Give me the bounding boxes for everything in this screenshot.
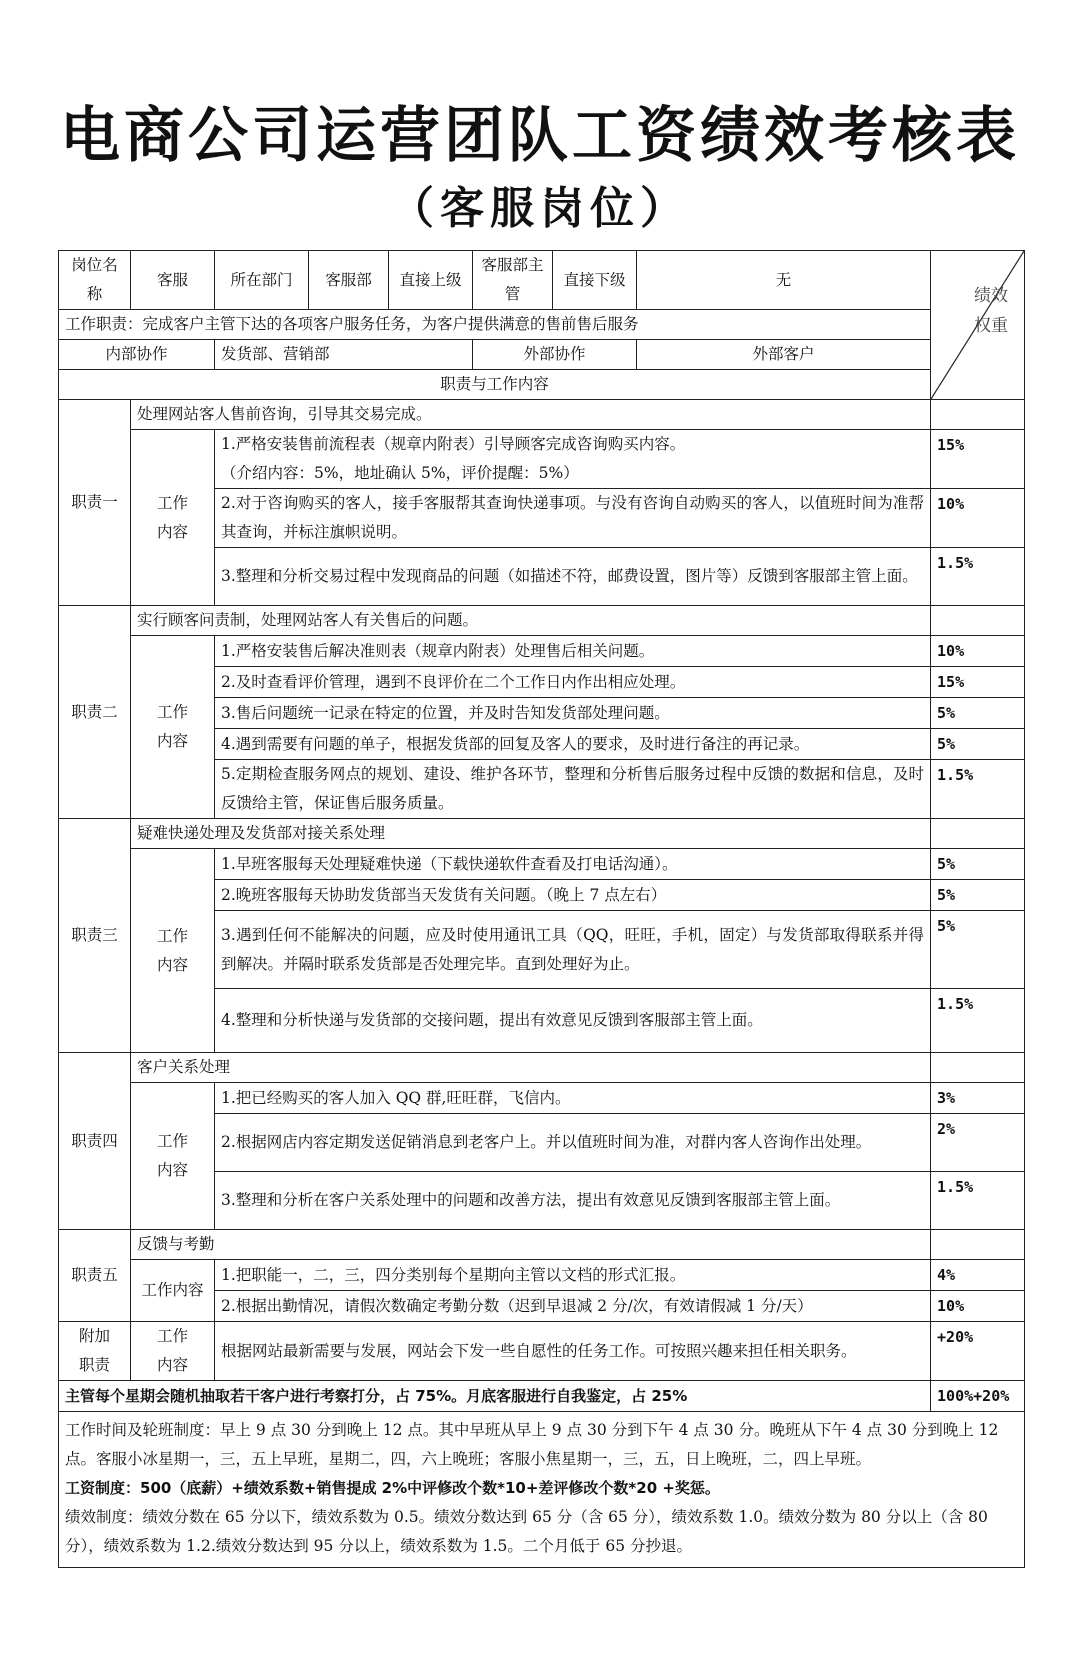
- duty-summary: 处理网站客人售前咨询，引导其交易完成。: [131, 400, 931, 430]
- work-weight: 10%: [931, 1291, 1025, 1322]
- duty-name: 职责一: [59, 400, 131, 606]
- duty-summary: 实行顾客问责制，处理网站客人有关售后的问题。: [131, 606, 931, 636]
- external-label: 外部协作: [473, 340, 637, 370]
- duty-name: 职责二: [59, 606, 131, 819]
- extra-name: 附加职责: [59, 1322, 131, 1381]
- work-item: 4.遇到需要有问题的单子，根据发货部的回复及客人的要求，及时进行备注的再记录。: [215, 729, 931, 760]
- internal-value: 发货部、营销部: [215, 340, 473, 370]
- assessment-table: [58, 250, 1025, 1568]
- internal-label: 内部协作: [59, 340, 215, 370]
- section-title: 职责与工作内容: [59, 370, 931, 400]
- schedule-note: 工作时间及轮班制度：早上 9 点 30 分到晚上 12 点。其中早班从早上 9 点 30 分到下午 4 点 30 分。晚班从下午 4 点 30 分到晚上 12 点。客服小冰星期一，三，五上早班，星期二，四，六上晚班；客服小焦星期一，三，五，日上晚班，二，四上早班。: [65, 1421, 999, 1468]
- work-item: 2.对于咨询购买的客人，接手客服帮其查询快递事项。与没有咨询自动购买的客人，以值班时间为准帮其查询，并标注旗帜说明。: [215, 489, 931, 548]
- work-weight: 3%: [931, 1083, 1025, 1114]
- work-item: 1.严格安装售后解决准则表（规章内附表）处理售后相关问题。: [215, 636, 931, 667]
- work-weight: 5%: [931, 849, 1025, 880]
- dept-label: 所在部门: [215, 251, 309, 310]
- performance-note: 绩效制度：绩效分数在 65 分以下，绩效系数为 0.5。绩效分数达到 65 分（含 65 分），绩效系数 1.0。绩效分数为 80 分以上（含 80 分），绩效系数为 1.2.绩效分数达到 95 分以上，绩效系数为 1.5。二个月低于 65 分抄退。: [65, 1508, 988, 1555]
- work-weight: 10%: [931, 636, 1025, 667]
- work-weight: 5%: [931, 698, 1025, 729]
- duty-name: 职责三: [59, 819, 131, 1053]
- work-item: 2.晚班客服每天协助发货部当天发货有关问题。（晚上 7 点左右）: [215, 880, 931, 911]
- work-item: 2.根据网店内容定期发送促销消息到老客户上。并以值班时间为准，对群内客人咨询作出处理。: [215, 1114, 931, 1172]
- work-item: 2.根据出勤情况，请假次数确定考勤分数（迟到早退减 2 分/次，有效请假减 1 分/天）: [215, 1291, 931, 1322]
- work-weight: 2%: [931, 1114, 1025, 1172]
- work-item: 3.遇到任何不能解决的问题，应及时使用通讯工具（QQ，旺旺，手机，固定）与发货部取得联系并得到解决。并隔时联系发货部是否处理完毕。直到处理好为止。: [215, 911, 931, 989]
- work-label: 工作内容: [131, 1260, 215, 1322]
- external-value: 外部客户: [637, 340, 931, 370]
- work-item: 4.整理和分析快递与发货部的交接问题，提出有效意见反馈到客服部主管上面。: [215, 989, 931, 1053]
- duty-summary: 反馈与考勤: [131, 1230, 931, 1260]
- page-subtitle: （客服岗位）: [390, 183, 690, 234]
- page-title: 电商公司运营团队工资绩效考核表: [60, 101, 1020, 171]
- work-weight: 1.5%: [931, 1172, 1025, 1230]
- work-item: 3.整理和分析在客户关系处理中的问题和改善方法，提出有效意见反馈到客服部主管上面。: [215, 1172, 931, 1230]
- duty-summary: 疑难快递处理及发货部对接关系处理: [131, 819, 931, 849]
- superior-label: 直接上级: [389, 251, 473, 310]
- work-item: 1.把职能一，二，三，四分类别每个星期向主管以文档的形式汇报。: [215, 1260, 931, 1291]
- weight-label: 绩效权重: [974, 286, 1009, 336]
- work-weight: 1.5%: [931, 989, 1025, 1053]
- work-weight: 15%: [931, 430, 1025, 489]
- work-label: 工作内容: [131, 430, 215, 606]
- notes: [59, 1412, 1025, 1568]
- subordinate-value: 无: [637, 251, 931, 310]
- subordinate-label: 直接下级: [553, 251, 637, 310]
- summary-text: 主管每个星期会随机抽取若干客户进行考察打分，占 75%。月底客服进行自我鉴定，占 25%: [59, 1381, 931, 1412]
- work-item: 1.把已经购买的客人加入 QQ 群,旺旺群，飞信内。: [215, 1083, 931, 1114]
- job-duty: 工作职责：完成客户主管下达的各项客户服务任务，为客户提供满意的售前售后服务: [59, 310, 931, 340]
- summary-weight: 100%+20%: [931, 1381, 1025, 1412]
- work-item: 2.及时查看评价管理，遇到不良评价在二个工作日内作出相应处理。: [215, 667, 931, 698]
- work-label: 工作内容: [131, 849, 215, 1053]
- work-item: 3.整理和分析交易过程中发现商品的问题（如描述不符，邮费设置，图片等）反馈到客服部主管上面。: [215, 548, 931, 606]
- work-item: 3.售后问题统一记录在特定的位置，并及时告知发货部处理问题。: [215, 698, 931, 729]
- work-weight: 1.5%: [931, 548, 1025, 606]
- work-label: 工作内容: [131, 1083, 215, 1230]
- work-weight: 1.5%: [931, 760, 1025, 819]
- weight-header: [931, 251, 1025, 400]
- duty-name: 职责四: [59, 1053, 131, 1230]
- work-weight: 15%: [931, 667, 1025, 698]
- duty-name: 职责五: [59, 1230, 131, 1322]
- extra-text: 根据网站最新需要与发展，网站会下发一些自愿性的任务工作。可按照兴趣来担任相关职务。: [215, 1322, 931, 1381]
- post-label: 岗位名称: [59, 251, 131, 310]
- dept-value: 客服部: [309, 251, 389, 310]
- work-label: 工作内容: [131, 636, 215, 819]
- work-item: 1.早班客服每天处理疑难快递（下载快递软件查看及打电话沟通）。: [215, 849, 931, 880]
- salary-note: 工资制度：500（底薪）+绩效系数+销售提成 2%中评修改个数*10+差评修改个数*20 +奖惩。: [65, 1479, 720, 1497]
- work-weight: 5%: [931, 729, 1025, 760]
- extra-weight: +20%: [931, 1322, 1025, 1381]
- superior-value: 客服部主管: [473, 251, 553, 310]
- work-weight: 5%: [931, 911, 1025, 989]
- work-weight: 10%: [931, 489, 1025, 548]
- work-weight: 4%: [931, 1260, 1025, 1291]
- work-label: 工作内容: [131, 1322, 215, 1381]
- duty-summary: 客户关系处理: [131, 1053, 931, 1083]
- work-item: 5.定期检查服务网点的规划、建设、维护各环节，整理和分析售后服务过程中反馈的数据和信息，及时反馈给主管，保证售后服务质量。: [215, 760, 931, 819]
- work-item: 1.严格安装售前流程表（规章内附表）引导顾客完成咨询购买内容。 （介绍内容：5%，地址确认 5%，评价提醒：5%）: [215, 430, 931, 489]
- work-weight: 5%: [931, 880, 1025, 911]
- post-value: 客服: [131, 251, 215, 310]
